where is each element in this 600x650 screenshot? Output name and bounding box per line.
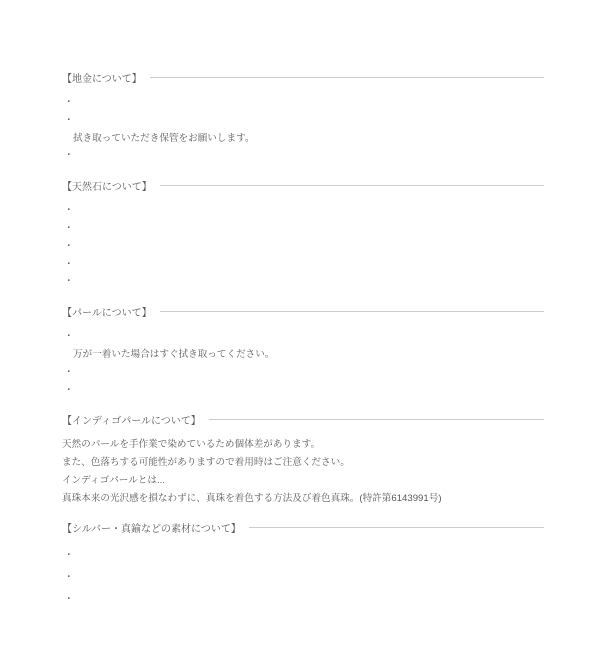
care-line: ・ bbox=[64, 258, 74, 270]
care-line: ・ bbox=[64, 114, 74, 126]
care-line: ・ bbox=[64, 594, 74, 606]
care-section bbox=[62, 519, 544, 612]
care-line-text: 万が一着いた場合はすぐ拭き取ってください。 bbox=[73, 348, 275, 360]
section-lines bbox=[62, 545, 544, 612]
care-section bbox=[62, 410, 544, 507]
care-line bbox=[62, 472, 544, 490]
section-title: 【インディゴパールについて】 bbox=[62, 415, 201, 427]
care-line-text: 真珠本来の光沢感を損なわずに、真珠を着色する方法及び着色真珠。(特許第6143991号) bbox=[62, 492, 442, 504]
section-lines bbox=[62, 94, 544, 165]
care-line bbox=[62, 454, 544, 472]
care-line-text: 拭き取っていただき保管をお願いします。 bbox=[73, 132, 255, 144]
care-line: ・ bbox=[64, 97, 74, 108]
section-header bbox=[62, 410, 544, 428]
care-line: ・ bbox=[64, 240, 74, 252]
care-section bbox=[62, 68, 544, 165]
section-title: 【地金について】 bbox=[62, 73, 142, 85]
care-line: ・ bbox=[64, 205, 74, 217]
section-lines bbox=[62, 202, 544, 291]
section-header bbox=[62, 176, 544, 194]
section-divider-line bbox=[249, 527, 544, 528]
section-lines bbox=[62, 328, 544, 399]
care-section bbox=[62, 302, 544, 399]
care-section bbox=[62, 176, 544, 291]
section-header bbox=[62, 302, 544, 320]
care-line: ・ bbox=[64, 150, 74, 162]
care-line: ・ bbox=[64, 571, 74, 583]
care-line-text: 天然のパールを手作業で染めているため個体差があります。 bbox=[62, 439, 321, 451]
care-line: ・ bbox=[64, 222, 74, 234]
section-title: 【天然石について】 bbox=[62, 181, 152, 193]
care-line bbox=[62, 436, 544, 454]
sections-container bbox=[62, 68, 544, 612]
care-instructions-page bbox=[62, 68, 544, 623]
care-line: ・ bbox=[64, 384, 74, 396]
care-line: ・ bbox=[64, 549, 74, 561]
care-line bbox=[62, 130, 544, 148]
section-title: 【シルバー・真鍮などの素材について】 bbox=[62, 524, 241, 536]
section-divider-line bbox=[160, 185, 544, 186]
care-line: ・ bbox=[64, 331, 74, 343]
section-title: 【パールについて】 bbox=[62, 307, 152, 319]
care-line-text: また、色落ちする可能性がありますので着用時はご注意ください。 bbox=[62, 457, 350, 469]
care-line-text: インディゴパールとは... bbox=[62, 474, 165, 486]
section-divider-line bbox=[150, 77, 544, 78]
section-divider-line bbox=[209, 419, 544, 420]
section-header bbox=[62, 68, 544, 86]
care-line: ・ bbox=[64, 276, 74, 288]
care-line bbox=[62, 490, 544, 508]
section-header bbox=[62, 519, 544, 537]
care-line bbox=[62, 346, 544, 364]
care-line: ・ bbox=[64, 366, 74, 378]
section-lines bbox=[62, 436, 544, 507]
section-divider-line bbox=[160, 311, 544, 312]
